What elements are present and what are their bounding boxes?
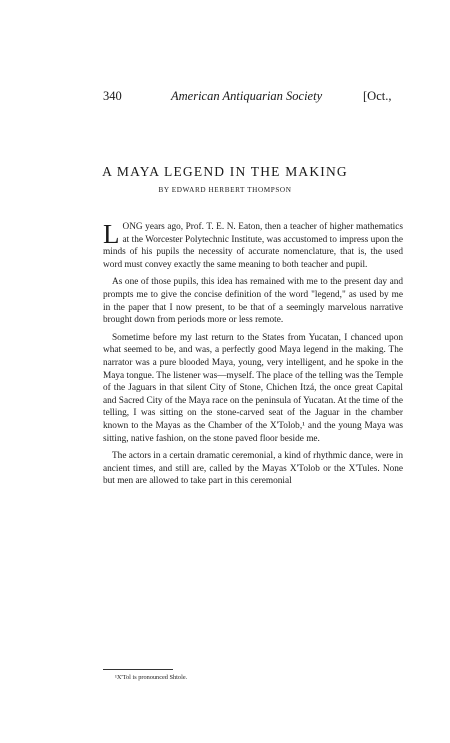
issue-month: [Oct., (363, 89, 392, 103)
paragraph-4: The actors in a certain dramatic ceremonial, a kind of rhythmic dance, were in ancient times, and still are, called by the Mayas X'Tolob or the X'Tules. None but men are allowed to take part in this ceremonial (103, 451, 403, 487)
paragraph-1-text: ONG years ago, Prof. T. E. N. Eaton, then a teacher of higher mathematics at the Worcester Polytechnic Institute, was accustomed to impress upon the minds of his pupils the necessity of accurate nomenclature, that is, the used word must convey exactly the same meaning to both teacher and pupil. (103, 222, 403, 270)
running-title: American Antiquarian Society (171, 89, 323, 103)
page-number: 340 (103, 89, 122, 103)
article-byline: BY EDWARD HERBERT THOMPSON (158, 186, 292, 194)
article-body (103, 221, 403, 493)
paragraph-1 (103, 221, 403, 271)
drop-cap: L (103, 219, 120, 249)
article-title: A MAYA LEGEND IN THE MAKING (102, 164, 348, 179)
footnote-rule (103, 669, 173, 670)
footnote: ¹X'Tol is pronounced Shtole. (115, 674, 188, 681)
running-header (103, 88, 403, 104)
paragraph-2: As one of those pupils, this idea has remained with me to the present day and prompts me to give the concise definition of the word "legend," as used by me in the paper that I now present, to be that of a seemingly marvelous narrative brought down from periods more or less remote. (103, 277, 403, 326)
paragraph-3: Sometime before my last return to the States from Yucatan, I chanced upon what seemed to be, and was, a perfectly good Maya legend in the making. The narrator was a pure blooded Maya, young, very intelligent, and he spoke in the Maya tongue. The listener was—myself. The place of the telling was the Temple of the Jaguars in that silent City of Stone, Chichen Itzá, the once great Capital and Sacred City of the Maya race on the peninsula of Yucatan. At the time of the telling, I was sitting on the stone-carved seat of the Jaguar in the chamber known to the Mayas as the Chamber of the X'Tolob,¹ and the young Maya was sitting, native fashion, on the stone paved floor beside me. (103, 332, 403, 444)
